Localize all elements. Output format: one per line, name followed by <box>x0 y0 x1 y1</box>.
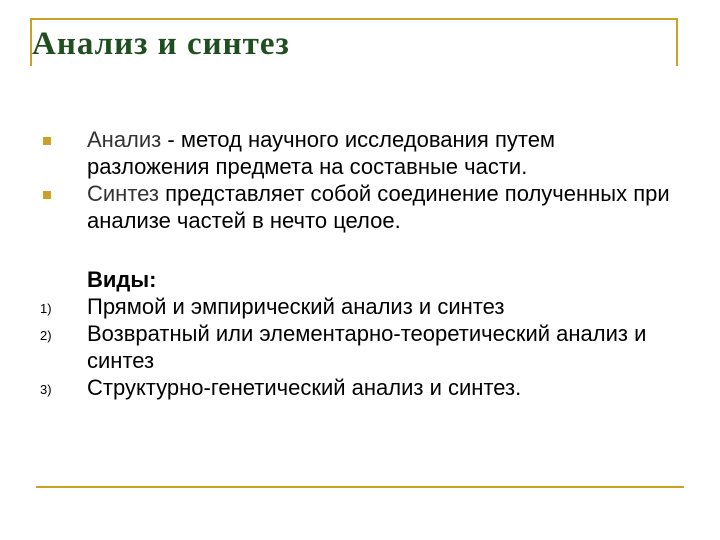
square-bullet-icon <box>43 137 51 145</box>
spacer <box>40 234 680 266</box>
types-heading: Виды: <box>87 267 157 292</box>
square-bullet-icon <box>43 191 51 199</box>
numbered-item-3 <box>40 374 680 401</box>
slide-content <box>40 126 680 401</box>
item-text: Возвратный или элементарно-теоретический анализ и синтез <box>87 321 647 373</box>
slide-title: Анализ и синтез <box>32 26 290 62</box>
numbered-item-2 <box>40 320 680 374</box>
right-divider-line <box>676 18 678 66</box>
item-text: Структурно-генетический анализ и синтез. <box>87 375 522 400</box>
term-synthesis: Синтез <box>87 181 159 206</box>
definition-analysis: - метод научного исследования путем разложения предмета на составные части. <box>87 127 556 179</box>
numbered-item-1 <box>40 293 680 320</box>
term-analysis: Анализ <box>87 127 162 152</box>
definition-synthesis: представляет собой соединение полученных при анализе частей в нечто целое. <box>87 181 670 233</box>
item-number: 1) <box>40 301 52 316</box>
item-number: 3) <box>40 382 52 397</box>
bottom-divider-line <box>36 486 684 488</box>
top-divider-line <box>30 18 678 20</box>
bullet-item-analysis <box>40 126 680 180</box>
bullet-item-synthesis <box>40 180 680 234</box>
item-text: Прямой и эмпирический анализ и синтез <box>87 294 505 319</box>
item-number: 2) <box>40 328 52 343</box>
